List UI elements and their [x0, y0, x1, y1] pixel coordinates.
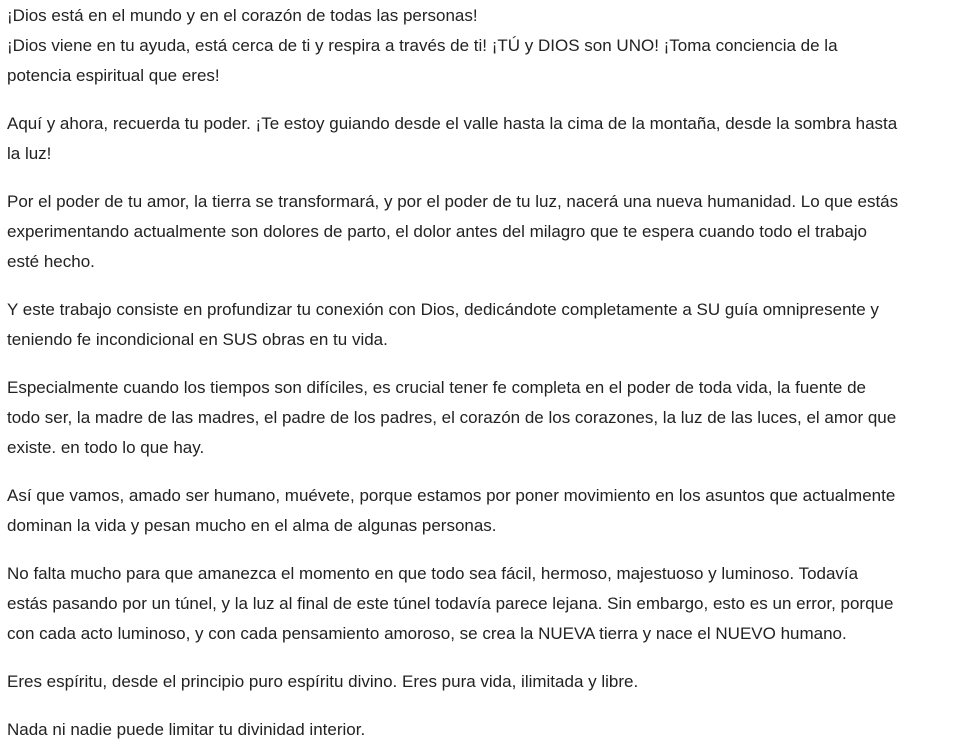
text-line: dominan la vida y pesan mucho en el alma de algunas personas. [7, 516, 497, 535]
text-line: Eres espíritu, desde el principio puro espíritu divino. Eres pura vida, ilimitada y libre. [7, 672, 639, 691]
text-line: con cada acto luminoso, y con cada pensamiento amoroso, se crea la NUEVA tierra y nace el NUEVO humano. [7, 624, 847, 643]
paragraph-2 [7, 109, 960, 169]
text-line: estás pasando por un túnel, y la luz al final de este túnel todavía parece lejana. Sin embargo, esto es un error, porque [7, 594, 894, 613]
article-body [0, 1, 960, 745]
text-line: todo ser, la madre de las madres, el padre de los padres, el corazón de los corazones, la luz de las luces, el amor que [7, 408, 897, 427]
paragraph-9 [7, 715, 960, 745]
text-line: Nada ni nadie puede limitar tu divinidad interior. [7, 720, 366, 739]
paragraph-4 [7, 295, 960, 355]
text-line: No falta mucho para que amanezca el momento en que todo sea fácil, hermoso, majestuoso y luminoso. Todavía [7, 564, 859, 583]
text-line: experimentando actualmente son dolores de parto, el dolor antes del milagro que te espera cuando todo el trabajo [7, 222, 868, 241]
text-line: Aquí y ahora, recuerda tu poder. ¡Te estoy guiando desde el valle hasta la cima de la montaña, desde la sombra hasta [7, 114, 898, 133]
text-line: existe. en todo lo que hay. [7, 438, 205, 457]
text-line: Especialmente cuando los tiempos son difíciles, es crucial tener fe completa en el poder de toda vida, la fuente de [7, 378, 867, 397]
paragraph-8 [7, 667, 960, 697]
text-line: esté hecho. [7, 252, 95, 271]
text-line: Por el poder de tu amor, la tierra se transformará, y por el poder de tu luz, nacerá una nueva humanidad. Lo que estás [7, 192, 899, 211]
text-line: teniendo fe incondicional en SUS obras en tu vida. [7, 330, 388, 349]
text-line: ¡Dios está en el mundo y en el corazón de todas las personas! [7, 6, 478, 25]
text-line: la luz! [7, 144, 52, 163]
paragraph-1 [7, 1, 960, 91]
paragraph-6 [7, 481, 960, 541]
text-line: ¡Dios viene en tu ayuda, está cerca de ti y respira a través de ti! ¡TÚ y DIOS son UNO! ¡Toma conciencia de la [7, 36, 838, 55]
text-line: Y este trabajo consiste en profundizar tu conexión con Dios, dedicándote completamente a SU guía omnipresente y [7, 300, 879, 319]
paragraph-7 [7, 559, 960, 649]
paragraph-5 [7, 373, 960, 463]
text-line: potencia espiritual que eres! [7, 66, 220, 85]
paragraph-3 [7, 187, 960, 277]
text-line: Así que vamos, amado ser humano, muévete, porque estamos por poner movimiento en los asuntos que actualmente [7, 486, 896, 505]
